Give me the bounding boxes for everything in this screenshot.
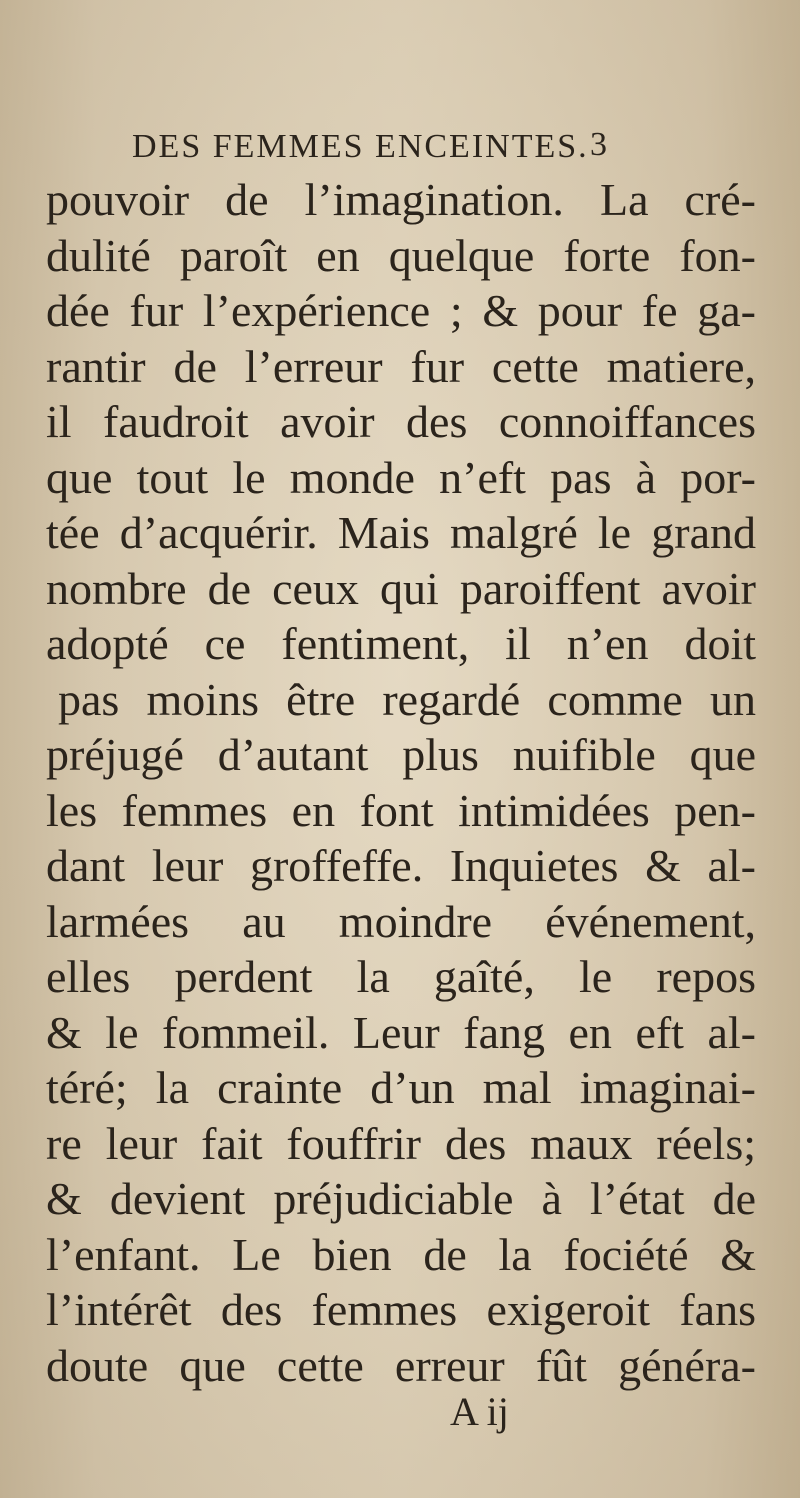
text-line: elles perdent la gaîté, le repos bbox=[46, 951, 756, 1002]
text-line: téré; la crainte d’un mal imaginai- bbox=[46, 1062, 756, 1113]
text-line: l’intérêt des femmes exigeroit fans bbox=[46, 1284, 756, 1335]
text-line: doute que cette erreur fût généra- bbox=[46, 1339, 756, 1391]
text-line: adopté ce fentiment, il n’en doit bbox=[46, 618, 756, 669]
text-line: l’enfant. Le bien de la fociété & bbox=[46, 1228, 756, 1280]
text-line: & le fommeil. Leur fang en eft al- bbox=[46, 1006, 756, 1058]
text-line: nombre de ceux qui paroiffent avoir bbox=[46, 562, 756, 614]
text-line: rantir de l’erreur fur cette matiere, bbox=[46, 340, 756, 392]
text-line: pas moins être regardé comme un bbox=[58, 673, 756, 725]
text-line: pouvoir de l’imagination. La cré- bbox=[46, 174, 756, 225]
running-header bbox=[132, 128, 652, 178]
text-line: les femmes en font intimidées pen- bbox=[46, 784, 756, 836]
running-title: DES FEMMES ENCEINTES. bbox=[132, 128, 589, 165]
text-line: tée d’acquérir. Mais malgré le grand bbox=[46, 507, 756, 558]
body-text bbox=[46, 172, 756, 1393]
text-line: que tout le monde n’eft pas à por- bbox=[46, 451, 756, 503]
text-line: il faudroit avoir des connoiffances bbox=[46, 396, 756, 447]
text-line: & devient préjudiciable à l’état de bbox=[46, 1173, 756, 1224]
signature-mark: A ij bbox=[450, 1389, 509, 1434]
text-line: préjugé d’autant plus nuifible que bbox=[46, 729, 756, 780]
text-line: dant leur groffeffe. Inquietes & al- bbox=[46, 840, 756, 891]
page-number: 3 bbox=[590, 126, 609, 163]
text-line: dée fur l’expérience ; & pour fe ga- bbox=[46, 285, 756, 336]
text-line: dulité paroît en quelque forte fon- bbox=[46, 229, 756, 281]
text-line: re leur fait fouffrir des maux réels; bbox=[46, 1117, 756, 1169]
text-line: larmées au moindre événement, bbox=[46, 895, 756, 947]
